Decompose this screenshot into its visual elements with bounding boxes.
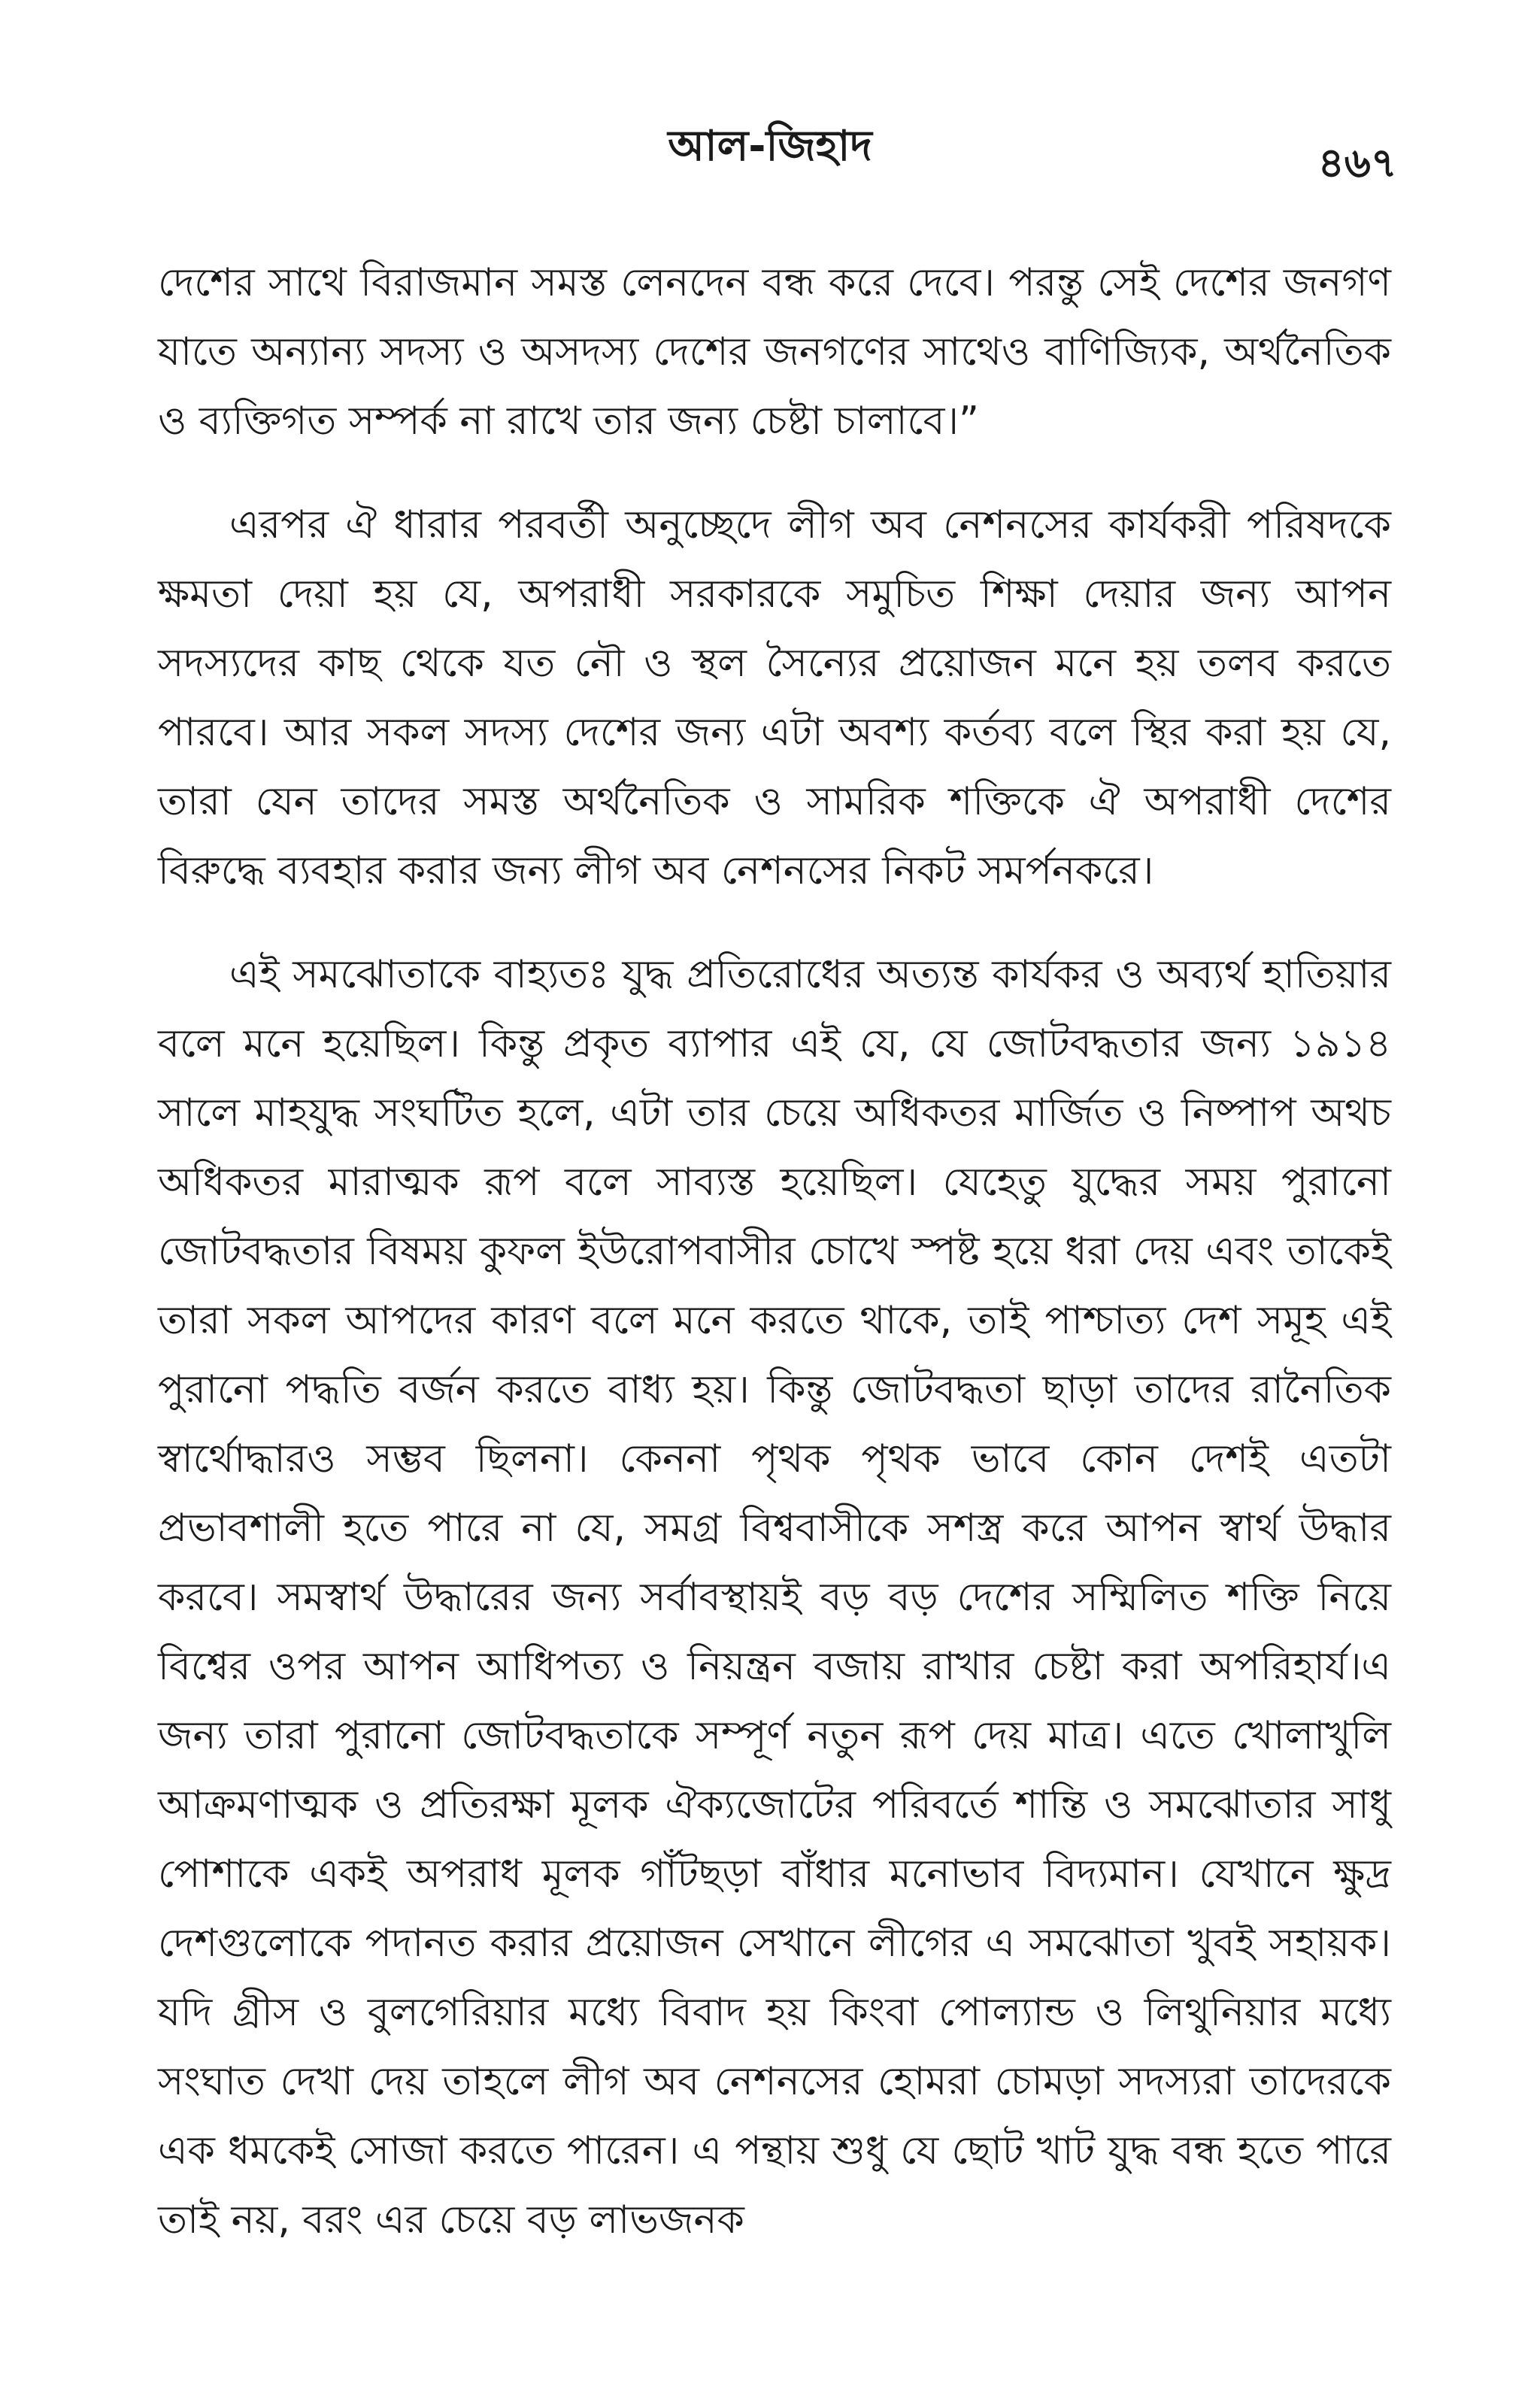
running-head-title: আল-জিহাদ bbox=[668, 122, 872, 171]
page-number: ৪৬৭ bbox=[1317, 139, 1397, 187]
body-text bbox=[158, 248, 1391, 2255]
running-header bbox=[0, 113, 1540, 187]
paragraph: এরপর ঐ ধারার পরবর্তী অনুচ্ছেদে লীগ অব নেশনসের কার্যকরী পরিষদকে ক্ষমতা দেয়া হয় যে, অপরাধী সরকারকে সমুচিত শিক্ষা দেয়ার জন্য আপন সদস্যদের কাছ থেকে যত নৌ ও স্থল সৈন্যের প্রয়োজন মনে হয় তলব করতে পারবে। আর সকল সদস্য দেশের জন্য এটা অবশ্য কর্তব্য বলে স্থির করা হয় যে, তারা যেন তাদের সমস্ত অর্থনৈতিক ও সামরিক শক্তিকে ঐ অপরাধী দেশের বিরুদ্ধে ব্যবহার করার জন্য লীগ অব নেশনসের নিকট সমর্পনকরে। bbox=[158, 502, 1391, 893]
paragraph-continued: দেশের সাথে বিরাজমান সমস্ত লেনদেন বন্ধ করে দেবে। পরন্তু সেই দেশের জনগণ যাতে অন্যান্য সদস্য ও অসদস্য দেশের জনগণের সাথেও বাণিজ্যিক, অর্থনৈতিক ও ব্যক্তিগত সম্পর্ক না রাখে তার জন্য চেষ্টা চালাবে।” bbox=[158, 260, 1391, 444]
paragraph: এই সমঝোতাকে বাহ্যতঃ যুদ্ধ প্রতিরোধের অত্যন্ত কার্যকর ও অব্যর্থ হাতিয়ার বলে মনে হয়েছিল। কিন্তু প্রকৃত ব্যাপার এই যে, যে জোটবদ্ধতার জন্য ১৯১৪ সালে মাহযুদ্ধ সংঘটিত হলে, এটা তার চেয়ে অধিকতর মার্জিত ও নিষ্পাপ অথচ অধিকতর মারাত্মক রূপ বলে সাব্যস্ত হয়েছিল। যেহেতু যুদ্ধের সময় পুরানো জোটবদ্ধতার বিষময় কুফল ইউরোপবাসীর চোখে স্পষ্ট হয়ে ধরা দেয় এবং তাকেই তারা সকল আপদের কারণ বলে মনে করতে থাকে, তাই পাশ্চাত্য দেশ সমূহ এই পুরানো পদ্ধতি বর্জন করতে বাধ্য হয়। কিন্তু জোটবদ্ধতা ছাড়া তাদের রানৈতিক স্বার্থোদ্ধারও সম্ভব ছিলনা। কেননা পৃথক পৃথক ভাবে কোন দেশই এতটা প্রভাবশালী হতে পারে না যে, সমগ্র বিশ্ববাসীকে সশস্ত্র করে আপন স্বার্থ উদ্ধার করবে। সমস্বার্থ উদ্ধারের জন্য সর্বাবস্থায়ই বড় বড় দেশের সম্মিলিত শক্তি নিয়ে বিশ্বের ওপর আপন আধিপত্য ও নিয়ন্ত্রন বজায় রাখার চেষ্টা করা অপরিহার্য।এ জন্য তারা পুরানো জোটবদ্ধতাকে সম্পূর্ণ নতুন রূপ দেয় মাত্র। এতে খোলাখুলি আক্রমণাত্মক ও প্রতিরক্ষা মূলক ঐক্যজোটের পরিবর্তে শান্তি ও সমঝোতার সাধু পোশাকে একই অপরাধ মূলক গাঁটছড়া বাঁধার মনোভাব বিদ্যমান। যেখানে ক্ষুদ্র দেশগুলোকে পদানত করার প্রয়োজন সেখানে লীগের এ সমঝোতা খুবই সহায়ক। যদি গ্রীস ও বুলগেরিয়ার মধ্যে বিবাদ হয় কিংবা পোল্যান্ড ও লিথুনিয়ার মধ্যে সংঘাত দেখা দেয় তাহলে লীগ অব নেশনসের হোমরা চোমড়া সদস্যরা তাদেরকে এক ধমকেই সোজা করতে পারেন। এ পন্থায় শুধু যে ছোট খাট যুদ্ধ বন্ধ হতে পারে তাই নয়, বরং এর চেয়ে বড় লাভজনক bbox=[158, 952, 1391, 2243]
